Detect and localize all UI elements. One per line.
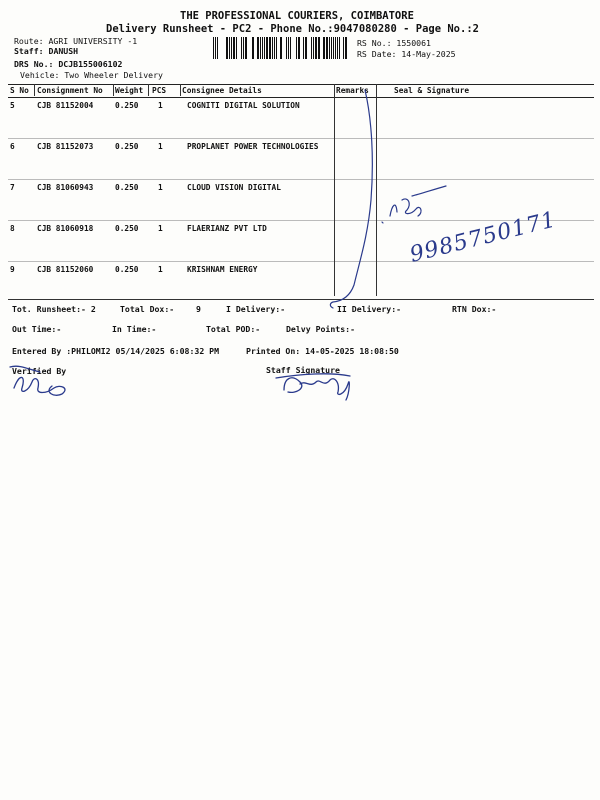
row-sno: 9 bbox=[10, 265, 15, 274]
col-header-pcs: PCS bbox=[152, 86, 167, 95]
row-pcs: 1 bbox=[158, 224, 163, 233]
delvy-points: Delvy Points:- bbox=[286, 324, 356, 334]
tot-runsheet: Tot. Runsheet:- 2 bbox=[12, 304, 96, 314]
row-sno: 5 bbox=[10, 101, 15, 110]
row-consignee: PROPLANET POWER TECHNOLOGIES bbox=[187, 142, 319, 151]
row-consignee: KRISHNAM ENERGY bbox=[187, 265, 258, 274]
row-pcs: 1 bbox=[158, 101, 163, 110]
col-header-consignment: Consignment No bbox=[37, 86, 103, 95]
total-dox-value: 9 bbox=[196, 304, 201, 314]
i-delivery: I Delivery:- bbox=[226, 304, 286, 314]
row-sno: 8 bbox=[10, 224, 15, 233]
row-consignment: CJB 81152073 bbox=[37, 142, 94, 151]
handwritten-phone: 9985750171 bbox=[407, 207, 559, 268]
verified-signature bbox=[10, 366, 65, 395]
row-consignee: COGNITI DIGITAL SOLUTION bbox=[187, 101, 300, 110]
row-pcs: 1 bbox=[158, 265, 163, 274]
drs-label: DRS No.: bbox=[14, 59, 54, 69]
dot-mark bbox=[382, 222, 383, 223]
col-header-consignee: Consignee Details bbox=[182, 86, 262, 95]
row-consignment: CJB 81152004 bbox=[37, 101, 94, 110]
col-header-seal: Seal & Signature bbox=[394, 86, 470, 95]
row-consignee: CLOUD VISION DIGITAL bbox=[187, 183, 281, 192]
row-sno: 7 bbox=[10, 183, 15, 192]
entered-by: Entered By :PHILOMI2 05/14/2025 6:08:32 PM bbox=[12, 346, 220, 356]
staff-label: Staff: bbox=[14, 46, 44, 56]
printed-on: Printed On: 14-05-2025 18:08:50 bbox=[246, 346, 399, 356]
row-consignment: CJB 81060918 bbox=[37, 224, 94, 233]
vehicle-label: Vehicle: Two Wheeler Delivery bbox=[20, 70, 163, 80]
company-title: THE PROFESSIONAL COURIERS, COIMBATORE bbox=[180, 10, 414, 22]
bracket-stroke bbox=[330, 90, 372, 308]
col-header-remarks: Remarks bbox=[336, 86, 369, 95]
col-header-sno: S No bbox=[10, 86, 29, 95]
row-weight: 0.250 bbox=[115, 265, 139, 274]
total-pod: Total POD:- bbox=[206, 324, 261, 334]
row-sno: 6 bbox=[10, 142, 15, 151]
row-pcs: 1 bbox=[158, 142, 163, 151]
row-weight: 0.250 bbox=[115, 224, 139, 233]
col-header-weight: Weight bbox=[115, 86, 144, 95]
verified-by-label: Verified By bbox=[12, 366, 67, 376]
rs-number: RS No.: 1550061 bbox=[357, 38, 431, 48]
out-time: Out Time:- bbox=[12, 324, 62, 334]
row-pcs: 1 bbox=[158, 183, 163, 192]
ii-delivery: II Delivery:- bbox=[337, 304, 402, 314]
total-dox: Total Dox:- bbox=[120, 304, 175, 314]
row-weight: 0.250 bbox=[115, 101, 139, 110]
route-label: Route: AGRI UNIVERSITY -1 bbox=[14, 36, 138, 46]
staff-name: DANUSH bbox=[48, 46, 79, 56]
drs-number: DCJB155006102 bbox=[58, 59, 123, 69]
rtn-dox: RTN Dox:- bbox=[452, 304, 497, 314]
row-consignment: CJB 81152060 bbox=[37, 265, 94, 274]
row-consignee: FLAERIANZ PVT LTD bbox=[187, 224, 267, 233]
initials-mark bbox=[390, 186, 446, 216]
row-consignment: CJB 81060943 bbox=[37, 183, 94, 192]
in-time: In Time:- bbox=[112, 324, 157, 334]
row-weight: 0.250 bbox=[115, 142, 139, 151]
rs-date: RS Date: 14-May-2025 bbox=[357, 49, 456, 59]
staff-signature-label: Staff Signature bbox=[266, 365, 340, 375]
row-weight: 0.250 bbox=[115, 183, 139, 192]
runsheet-subtitle: Delivery Runsheet - PC2 - Phone No.:9047080280 - Page No.:2 bbox=[106, 23, 479, 35]
staff-signature bbox=[276, 374, 350, 400]
